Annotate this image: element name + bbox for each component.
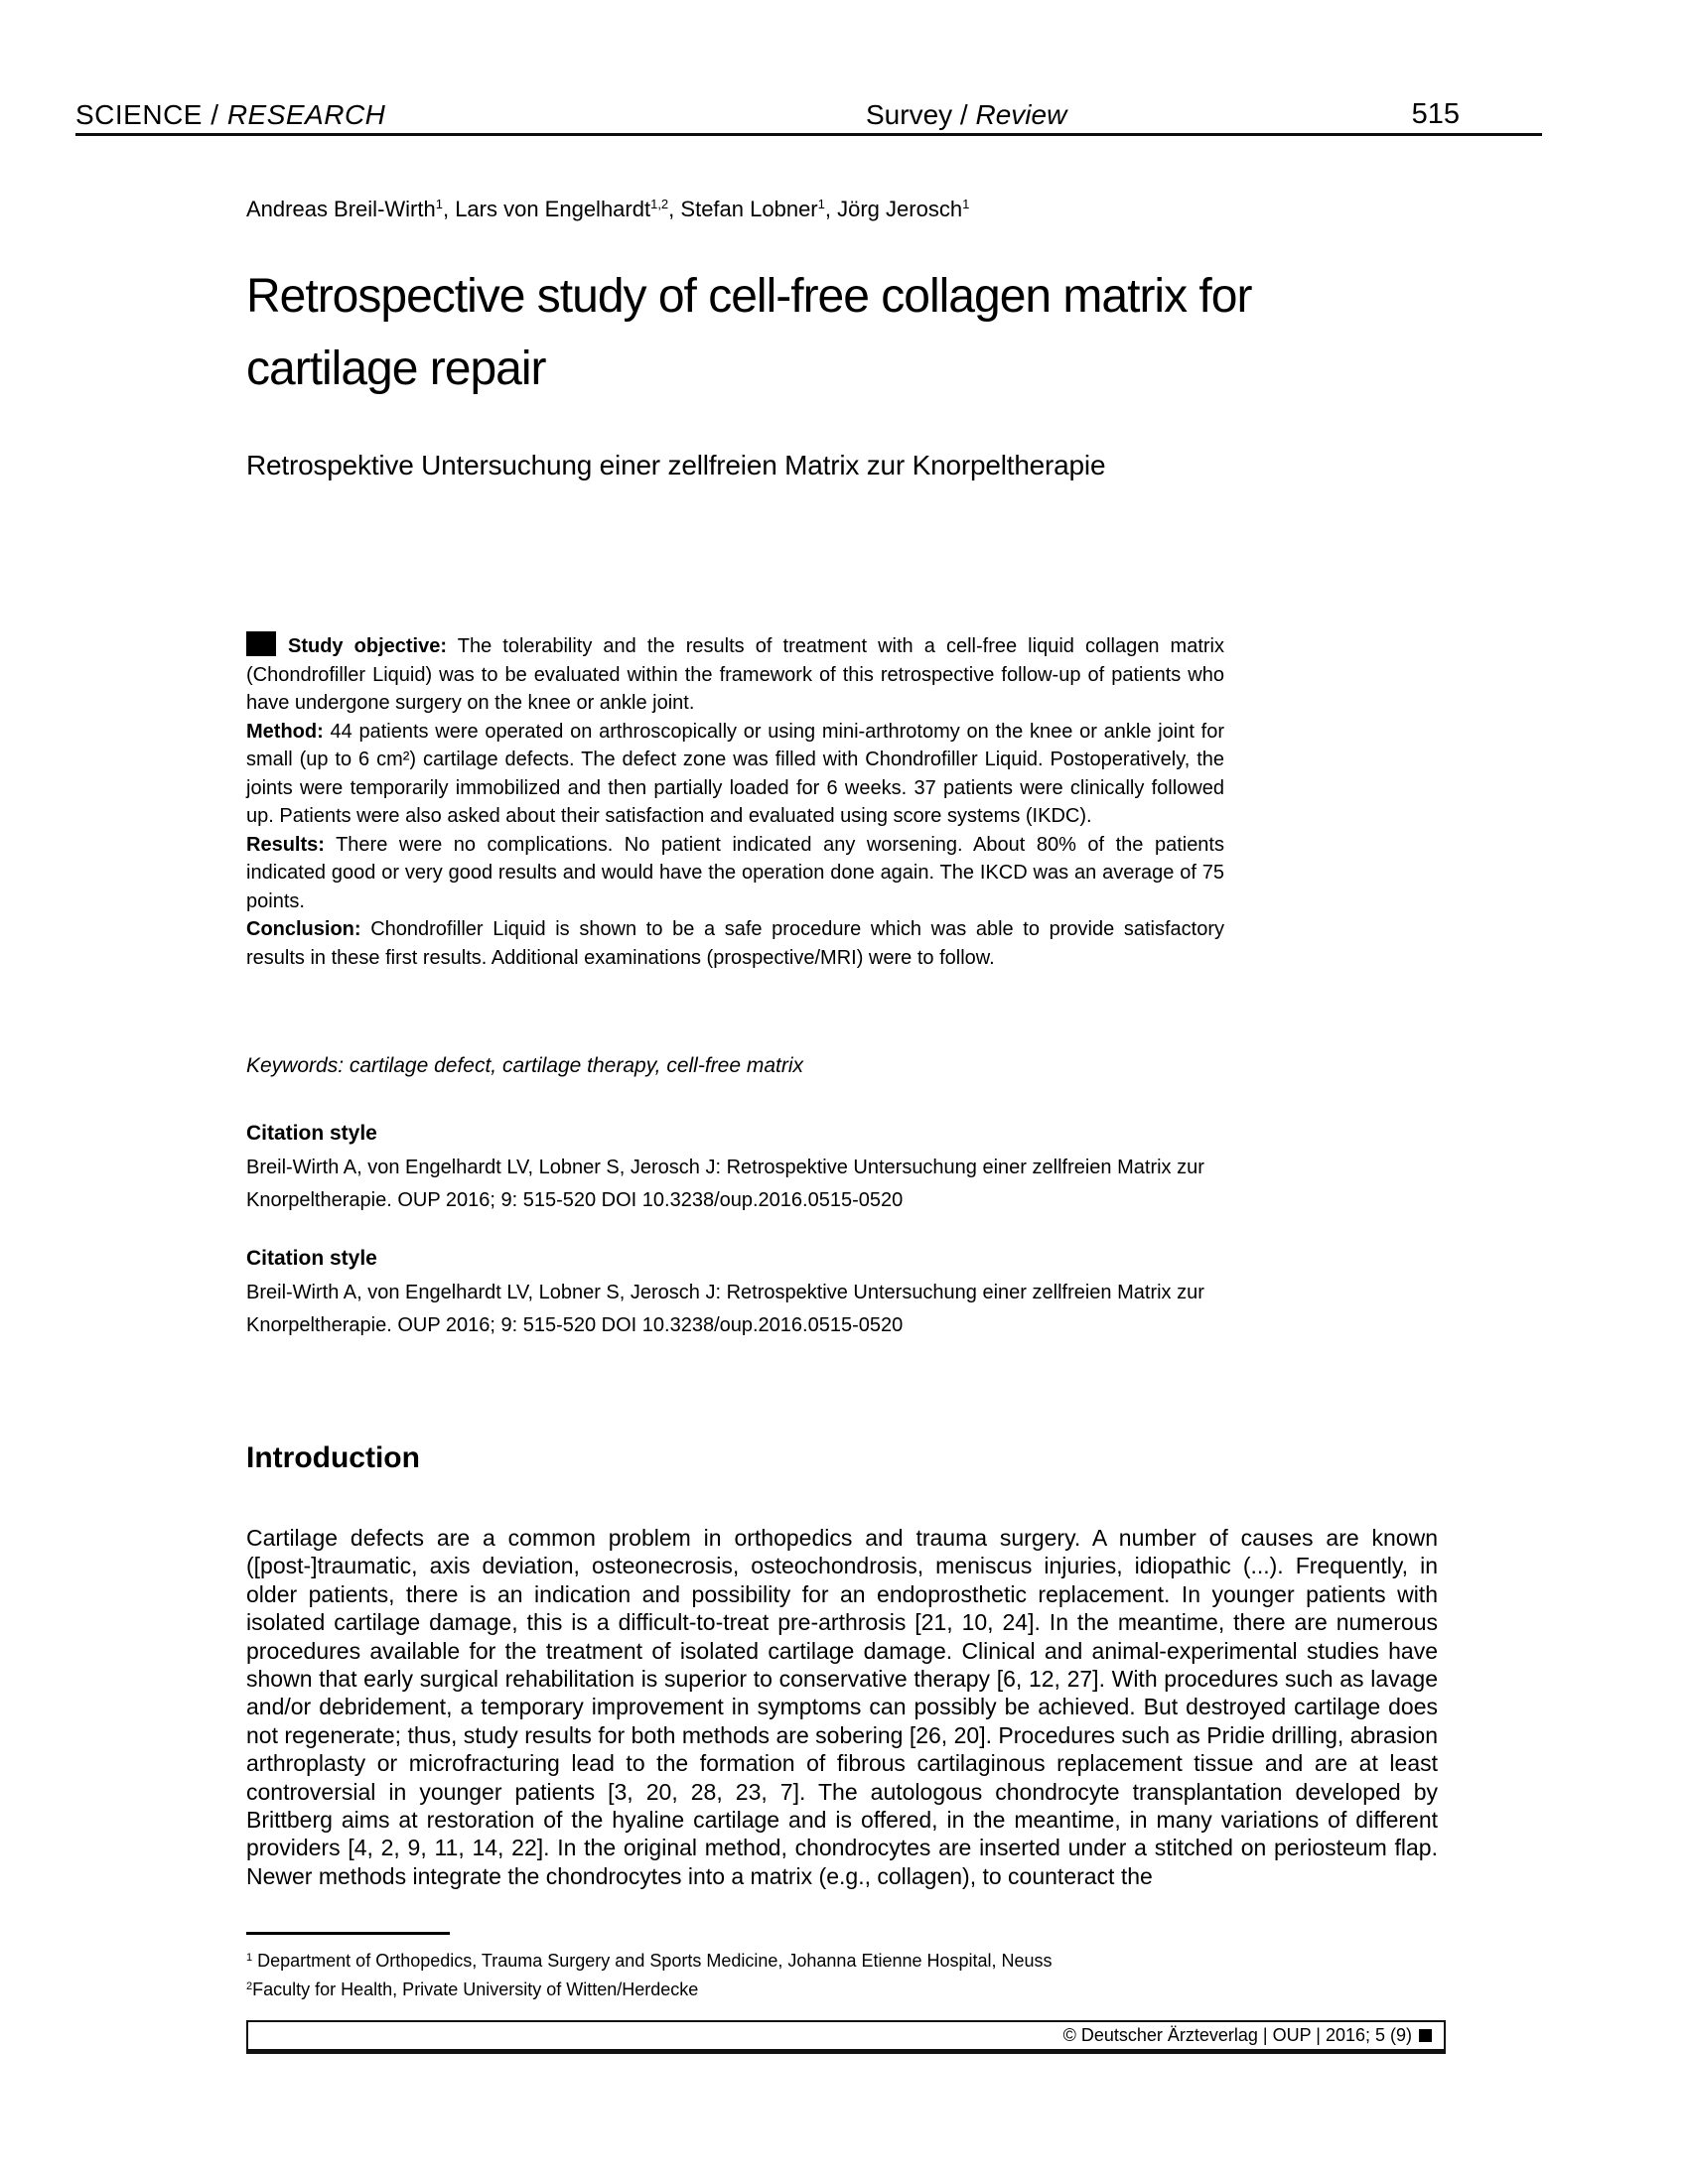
keywords-line: Keywords: cartilage defect, cartilage therapy, cell-free matrix — [246, 1054, 804, 1077]
abstract-results: Results: There were no complications. No patient indicated any worsening. About 80% of the patients indicated good or very good results and would have the operation done again. The IKCD was an average of 75 points. — [246, 833, 1224, 912]
author-separator: , — [824, 197, 838, 221]
article-title: Retrospective study of cell-free collagen matrix for cartilage repair — [246, 270, 1252, 395]
authors-line — [246, 197, 969, 222]
footnote-2-mark: 2 — [246, 1980, 253, 1992]
abstract-conclusion: Conclusion: Chondrofiller Liquid is shown to be a safe procedure which was able to provide satisfactory results in these first results. Additional examinations (prospective/MRI) were to follow. — [246, 918, 1224, 969]
abstract-label-objective: Study objective: — [288, 635, 448, 657]
author-1-affiliation-mark: 1 — [435, 197, 443, 211]
footer-credit-text: © Deutscher Ärzteverlag | OUP | 2016; 5 (9) — [1062, 2025, 1412, 2045]
citation-block-2 — [246, 1247, 1269, 1342]
author-3-affiliation-mark: 1 — [817, 197, 825, 211]
abstract-study-objective: Study objective: The tolerability and the results of treatment with a cell-free liquid collagen matrix (Chondrofiller Liquid) was to be evaluated within the framework of this retrospective follow-up of patients who have undergone surgery on the knee or ankle joint. — [246, 631, 1224, 718]
header-section-label — [75, 99, 385, 131]
abstract-label-results: Results: — [246, 833, 325, 856]
abstract-label-conclusion: Conclusion: — [246, 918, 361, 940]
header-type-emphasis: Review — [975, 99, 1067, 130]
footnote-1: $^1$ Department of Orthopedics, Trauma Surgery and Sports Medicine, Johanna Etienne Hospital, Neuss — [246, 1951, 1053, 1971]
introduction-heading: Introduction — [246, 1441, 420, 1474]
abstract-bullet-icon — [246, 631, 276, 656]
citation-2-text: Breil-Wirth A, von Engelhardt LV, Lobner S, Jerosch J: Retrospektive Untersuchung einer zellfreien Matrix zur Knorpeltherapie. OUP 2016; 9: 515-520 DOI 10.3238/oup.2016.0515-0520 — [246, 1282, 1204, 1336]
author-2-affiliation-mark: 1,2 — [650, 197, 669, 211]
header-section-text: SCIENCE / — [75, 99, 219, 130]
header-rule — [75, 133, 1542, 136]
header-article-type — [866, 99, 1066, 131]
footnote-2: $^2$Faculty for Health, Private University of Witten/Herdecke — [246, 1979, 699, 1999]
abstract-block — [246, 631, 1224, 972]
author-3: Stefan Lobner$^1$ — [680, 197, 825, 221]
author-4-affiliation-mark: 1 — [962, 197, 970, 211]
citation-block-1 — [246, 1122, 1269, 1217]
author-1: Andreas Breil-Wirth$^1$ — [246, 197, 443, 221]
footer-bar — [246, 2020, 1446, 2054]
citation-1-text: Breil-Wirth A, von Engelhardt LV, Lobner S, Jerosch J: Retrospektive Untersuchung einer zellfreien Matrix zur Knorpeltherapie. OUP 2016; 9: 515-520 DOI 10.3238/oup.2016.0515-0520 — [246, 1157, 1204, 1211]
article-subtitle-german: Retrospektive Untersuchung einer zellfreien Matrix zur Knorpeltherapie — [246, 450, 1106, 480]
author-4: Jörg Jerosch$^1$ — [837, 197, 970, 221]
citation-1-heading: Citation style — [246, 1122, 377, 1145]
citation-2-heading: Citation style — [246, 1247, 377, 1270]
abstract-method: Method: 44 patients were operated on arthroscopically or using mini-arthrotomy on the knee or ankle joint for small (up to 6 cm²) cartilage defects. The defect zone was filled with Chondrofiller Liquid. Postoperatively, the joints were temporarily immobilized and then partially loaded for 6 weeks. 37 patients were clinically followed up. Patients were also asked about their satisfaction and evaluated using score systems (IKDC). — [246, 720, 1224, 827]
footnote-rule — [246, 1932, 450, 1935]
footnote-1-mark: 1 — [246, 1952, 253, 1964]
header-type-text: Survey / — [866, 99, 968, 130]
header-section-emphasis: RESEARCH — [226, 99, 386, 130]
author-2: Lars von Engelhardt$^{1,2}$ — [455, 197, 669, 221]
author-separator: , — [442, 197, 456, 221]
page-number: 515 — [1411, 98, 1460, 130]
end-of-article-square-icon — [1419, 2029, 1432, 2042]
author-separator: , — [668, 197, 681, 221]
footnotes-block — [246, 1932, 1338, 2002]
abstract-label-method: Method: — [246, 720, 324, 743]
introduction-paragraph: Cartilage defects are a common problem in orthopedics and trauma surgery. A number of causes are known ([post-]traumatic, axis deviation, osteonecrosis, osteochondrosis, meniscus injuries, idiopathic (...). Frequently, in older patients, there is an indication and possibility for an endoprosthetic replacement. In younger patients with isolated cartilage damage, this is a difficult-to-treat pre-arthrosis [21, 10, 24]. In the meantime, there are numerous procedures available for the treatment of isolated cartilage damage. Clinical and animal-experimental studies have shown that early surgical rehabilitation is superior to conservative therapy [6, 12, 27]. With procedures such as lavage and/or debridement, a temporary improvement in symptoms can possibly be achieved. But destroyed cartilage does not regenerate; thus, study results for both methods are sobering [26, 20]. Procedures such as Pridie drilling, abrasion arthroplasty or microfracturing lead to the formation of fibrous cartilaginous replacement tissue and are at least controversial in younger patients [3, 20, 28, 23, 7]. The autologous chondrocyte transplantation developed by Brittberg aims at restoration of the hyaline cartilage and is offered, in the meantime, in many variations of different providers [4, 2, 9, 11, 14, 22]. In the original method, chondrocytes are inserted under a stitched on periosteum flap. Newer methods integrate the chondrocytes into a matrix (e.g., collagen), to counteract the — [246, 1525, 1438, 1889]
